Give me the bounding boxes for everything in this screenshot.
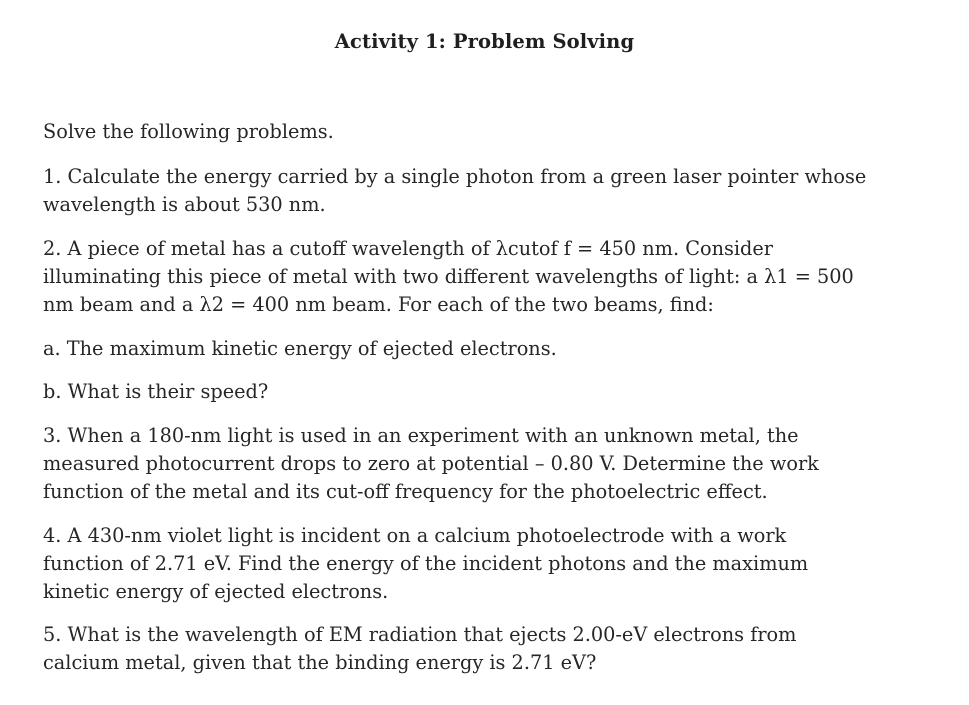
problem-5-line-1: 5. What is the wavelength of EM radiation that ejects 2.00-eV electrons from: [43, 623, 797, 646]
problem-4-line-1: 4. A 430-nm violet light is incident on a calcium photoelectrode with a work: [43, 524, 787, 547]
problem-1-line-1: 1. Calculate the energy carried by a single photon from a green laser pointer whose: [43, 165, 867, 188]
problem-5-line-2: calcium metal, given that the binding energy is 2.71 eV?: [43, 651, 597, 674]
problem-1-line-2: wavelength is about 530 nm.: [43, 193, 326, 216]
problem-3: [43, 422, 948, 506]
problem-3-line-2: measured photocurrent drops to zero at potential – 0.80 V. Determine the work: [43, 452, 819, 475]
problem-2-line-1: 2. A piece of metal has a cutoff wavelength of λcutof f = 450 nm. Consider: [43, 237, 774, 260]
problem-2b: [43, 378, 948, 406]
problem-2b-line-1: b. What is their speed?: [43, 380, 269, 403]
problem-4: [43, 522, 948, 606]
problem-3-line-1: 3. When a 180-nm light is used in an experiment with an unknown metal, the: [43, 424, 799, 447]
problem-1: [43, 163, 948, 219]
page-title: Activity 1: Problem Solving: [334, 30, 635, 53]
problem-2a: [43, 335, 948, 363]
problem-3-line-3: function of the metal and its cut-off frequency for the photoelectric effect.: [43, 480, 768, 503]
instructions: Solve the following problems.: [43, 120, 334, 143]
problem-2-line-3: nm beam and a λ2 = 400 nm beam. For each of the two beams, find:: [43, 293, 714, 316]
problem-4-line-3: kinetic energy of ejected electrons.: [43, 580, 389, 603]
problem-4-line-2: function of 2.71 eV. Find the energy of the incident photons and the maximum: [43, 552, 809, 575]
problem-2: [43, 235, 948, 319]
problem-2-line-2: illuminating this piece of metal with two different wavelengths of light: a λ1 = 500: [43, 265, 854, 288]
problem-5: [43, 621, 948, 677]
problem-2a-line-1: a. The maximum kinetic energy of ejected electrons.: [43, 337, 557, 360]
